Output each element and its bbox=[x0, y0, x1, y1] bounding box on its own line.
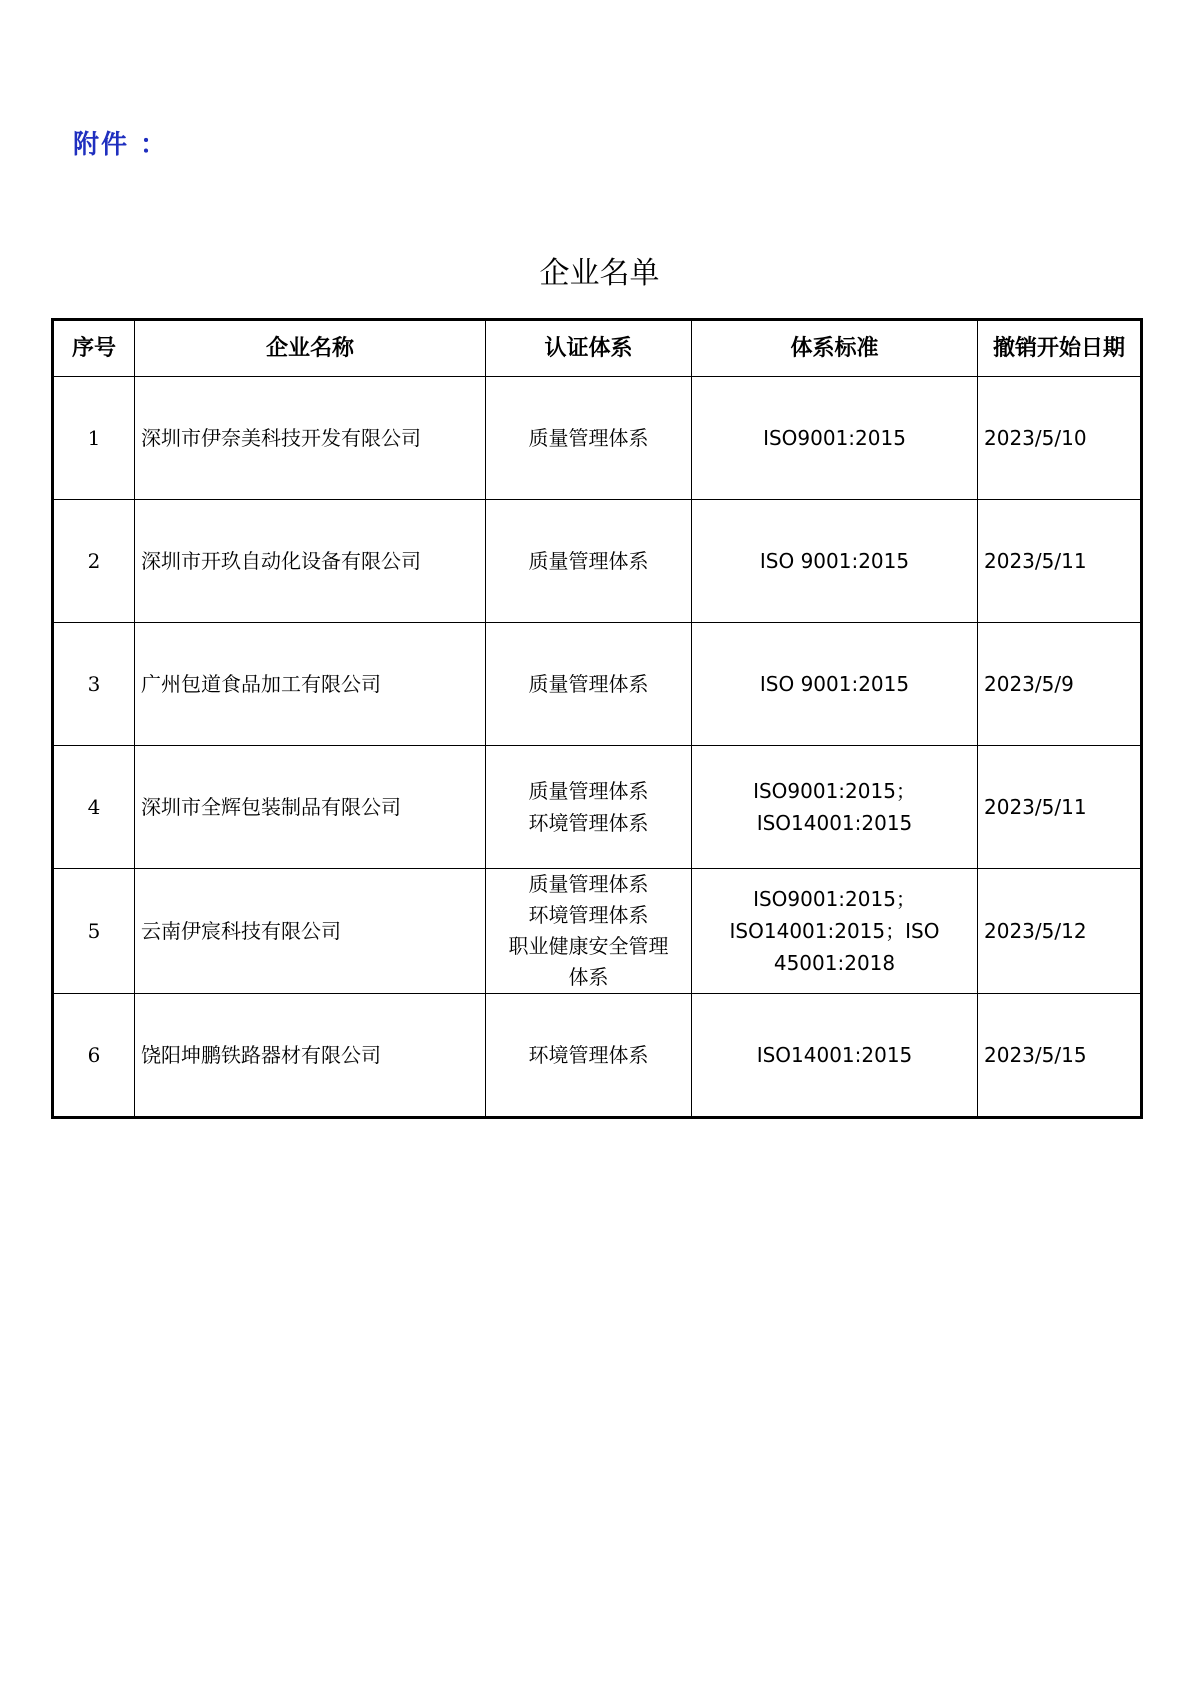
cert-system-line: 质量管理体系 bbox=[528, 779, 649, 803]
cell-cert-system bbox=[486, 623, 692, 746]
table-row bbox=[53, 377, 1142, 500]
cell-standard bbox=[692, 994, 978, 1118]
cell-cert-system bbox=[486, 994, 692, 1118]
cert-system-line: 环境管理体系 bbox=[528, 903, 649, 927]
cell-standard bbox=[692, 746, 978, 869]
cell-no: 6 bbox=[53, 994, 135, 1118]
header-cert-system: 认证体系 bbox=[486, 320, 692, 377]
cell-revoke-date: 2023/5/11 bbox=[978, 746, 1142, 869]
cell-revoke-date: 2023/5/10 bbox=[978, 377, 1142, 500]
standard-line: ISO 9001:2015 bbox=[759, 672, 910, 696]
cert-system-line: 质量管理体系 bbox=[528, 426, 649, 450]
cert-system-line: 职业健康安全管理 bbox=[508, 934, 669, 958]
cert-system-line: 体系 bbox=[568, 965, 609, 989]
cell-standard bbox=[692, 623, 978, 746]
standard-line: ISO14001:2015 bbox=[756, 811, 913, 835]
cell-company-name: 深圳市伊奈美科技开发有限公司 bbox=[135, 377, 486, 500]
annex-label: 附件 ： bbox=[73, 130, 169, 160]
table-row bbox=[53, 500, 1142, 623]
table-row bbox=[53, 746, 1142, 869]
standard-line: 45001:2018 bbox=[773, 951, 896, 975]
standard-line: ISO9001:2015； bbox=[753, 887, 916, 911]
header-standard: 体系标准 bbox=[692, 320, 978, 377]
cert-system-line: 环境管理体系 bbox=[528, 811, 649, 835]
cell-no: 3 bbox=[53, 623, 135, 746]
cell-no: 4 bbox=[53, 746, 135, 869]
cell-cert-system bbox=[486, 377, 692, 500]
cert-system-line: 质量管理体系 bbox=[528, 872, 649, 896]
page-title: 企业名单 bbox=[539, 256, 660, 291]
cell-standard bbox=[692, 869, 978, 994]
cell-revoke-date: 2023/5/12 bbox=[978, 869, 1142, 994]
table-row bbox=[53, 623, 1142, 746]
cell-no: 5 bbox=[53, 869, 135, 994]
cell-cert-system bbox=[486, 869, 692, 994]
cell-company-name: 饶阳坤鹏铁路器材有限公司 bbox=[135, 994, 486, 1118]
cell-company-name: 云南伊宸科技有限公司 bbox=[135, 869, 486, 994]
header-no: 序号 bbox=[53, 320, 135, 377]
cell-standard bbox=[692, 377, 978, 500]
cell-no: 1 bbox=[53, 377, 135, 500]
standard-line: ISO14001:2015；ISO bbox=[729, 919, 940, 943]
cell-company-name: 深圳市全辉包装制品有限公司 bbox=[135, 746, 486, 869]
cell-no: 2 bbox=[53, 500, 135, 623]
standard-line: ISO9001:2015； bbox=[753, 779, 916, 803]
standard-line: ISO 9001:2015 bbox=[759, 549, 910, 573]
company-table bbox=[51, 318, 1143, 1119]
cert-system-line: 质量管理体系 bbox=[528, 549, 649, 573]
cert-system-line: 质量管理体系 bbox=[528, 672, 649, 696]
cell-cert-system bbox=[486, 500, 692, 623]
table-header-row bbox=[53, 320, 1142, 377]
cell-revoke-date: 2023/5/11 bbox=[978, 500, 1142, 623]
cell-standard bbox=[692, 500, 978, 623]
cell-company-name: 广州包道食品加工有限公司 bbox=[135, 623, 486, 746]
header-revoke-date: 撤销开始日期 bbox=[978, 320, 1142, 377]
cell-cert-system bbox=[486, 746, 692, 869]
cert-system-line: 环境管理体系 bbox=[528, 1043, 649, 1067]
header-company-name: 企业名称 bbox=[135, 320, 486, 377]
cell-revoke-date: 2023/5/15 bbox=[978, 994, 1142, 1118]
table-row bbox=[53, 994, 1142, 1118]
cell-revoke-date: 2023/5/9 bbox=[978, 623, 1142, 746]
standard-line: ISO14001:2015 bbox=[756, 1043, 913, 1067]
table-row bbox=[53, 869, 1142, 994]
standard-line: ISO9001:2015 bbox=[763, 426, 906, 450]
cell-company-name: 深圳市开玖自动化设备有限公司 bbox=[135, 500, 486, 623]
